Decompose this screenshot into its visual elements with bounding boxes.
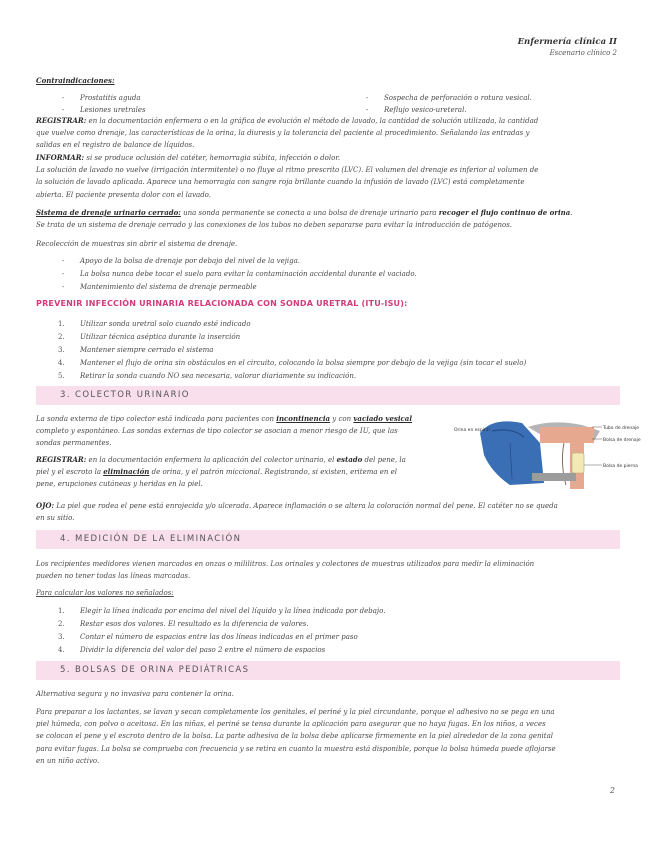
text-line: Recolección de muestras sin abrir el sistema de drenaje. bbox=[36, 240, 238, 248]
text-line: abierta. El paciente presenta dolor con el lavado. bbox=[36, 190, 211, 199]
text-line: en la documentación enfermera o en la gráfica de evolución el método de lavado, la cantidad de solución utilizada, la cantidad bbox=[86, 117, 539, 125]
contraindicaciones-heading: Contraindicaciones: bbox=[36, 76, 115, 85]
bullet-dash: - bbox=[366, 94, 369, 102]
sistema-strong: recoger el flujo continuo de orina bbox=[438, 208, 571, 217]
prevenir-heading: PREVENIR INFECCIÓN URINARIA RELACIONADA CON SONDA URETRAL (ITU-ISU): bbox=[36, 299, 408, 308]
colector-paragraph bbox=[36, 413, 454, 450]
list-number: 2. bbox=[58, 620, 65, 628]
text-line: de orina, y el patrón miccional. Registrando, si existen, eritema en el bbox=[149, 468, 398, 477]
section-3-band bbox=[36, 386, 620, 405]
text-line: si se produce oclusión del catéter, hemorragia súbita, infección o dolor. bbox=[84, 154, 341, 162]
list-number: 3. bbox=[58, 633, 65, 641]
contraindicacion-item: Prostatitis aguda bbox=[80, 94, 141, 102]
medicion-subheading: Para calcular los valores no señalados: bbox=[36, 589, 174, 597]
medicion-item: Restar esos dos valores. El resultado es la diferencia de valores. bbox=[80, 620, 309, 628]
text-line: La sonda externa de tipo colector está indicada para pacientes con bbox=[36, 415, 277, 423]
section-4-heading: 4. MEDICIÓN DE LA ELIMINACIÓN bbox=[60, 534, 242, 544]
text-line: la solución de lavado aplicada. Aparece una hemorragia con sangre roja brillante cuando la infusión de lavado (LVC) está completamente bbox=[36, 178, 525, 187]
ojo-label: OJO: bbox=[36, 501, 55, 510]
text-line: en un niño activo. bbox=[36, 756, 100, 765]
bullet-dash: - bbox=[62, 257, 65, 265]
page-number: 2 bbox=[609, 786, 615, 795]
bullet-dash: - bbox=[62, 106, 65, 114]
header-title: Enfermería clínica II bbox=[517, 37, 617, 47]
page-header bbox=[518, 37, 617, 57]
sistema-paragraph bbox=[36, 207, 626, 231]
text-line: La solución de lavado no vuelve (irrigación intermitente) o no fluye al ritmo prescrito (LVC). El volumen del drenaje es inferior al volumen de bbox=[36, 166, 539, 175]
text-line: una sonda permanente se conecta a una bolsa de drenaje urinario para bbox=[180, 209, 439, 217]
text-line: se colocan el pene y el escroto dentro de la bolsa. La parte adhesiva de la bolsa debe aplicarse firmemente en la piel alrededor de la zona genital bbox=[36, 732, 554, 741]
bullet-dash: - bbox=[62, 283, 65, 291]
prevenir-item: Utilizar técnica aséptica durante la inserción bbox=[80, 333, 241, 341]
prevenir-item: Mantener siempre cerrado el sistema bbox=[80, 346, 214, 354]
registrar-paragraph bbox=[36, 115, 620, 152]
medicion-item: Elegir la línea indicada por encima del nivel del líquido y la línea indicada por debajo. bbox=[80, 607, 386, 615]
text-line: salidas en el registro de balance de líquidos. bbox=[36, 141, 195, 150]
emphasis: vaciado vesical bbox=[353, 414, 412, 423]
text-line: Alternativa segura y no invasiva para contener la orina. bbox=[36, 690, 234, 698]
leg-bag-shape bbox=[572, 453, 584, 473]
contraindicacion-item: Lesiones uretrales bbox=[80, 106, 146, 114]
colector-registrar bbox=[36, 454, 454, 491]
text-line: pueden no tener todas las líneas marcadas. bbox=[36, 572, 191, 581]
illu-label-left: Orina en espiral bbox=[454, 428, 490, 433]
section-5-band bbox=[36, 661, 620, 680]
emphasis: eliminación bbox=[103, 467, 150, 477]
list-number: 5. bbox=[58, 372, 65, 380]
text-line: que vuelve como drenaje, las características de la orina, la diuresis y la tolerancia del paciente al procedimiento. Señalando las entradas y bbox=[36, 129, 530, 138]
text-line: . bbox=[570, 209, 573, 217]
list-number: 1. bbox=[58, 607, 65, 615]
sistema-label: Sistema de drenaje urinario cerrado: bbox=[36, 208, 181, 217]
medicion-item: Dividir la diferencia del valor del paso 2 entre el número de espacios bbox=[80, 646, 326, 654]
emphasis: incontinencia bbox=[276, 414, 331, 423]
thigh-shape bbox=[540, 427, 594, 443]
prevenir-item: Retirar la sonda cuando NO sea necesaria, valorar diariamente su indicación. bbox=[80, 372, 357, 380]
registrar-label: REGISTRAR: bbox=[36, 455, 87, 464]
section-4-band bbox=[36, 530, 620, 549]
urinary-collector-illustration bbox=[452, 413, 650, 493]
text-line: y con bbox=[330, 415, 354, 423]
section-3-heading: 3. COLECTOR URINARIO bbox=[60, 390, 190, 400]
text-line: Los recipientes medidores vienen marcados en onzas o mililitros. Los orinales y colectores de muestras utilizados para medir la eliminación bbox=[36, 560, 535, 568]
prevenir-item: Mantener el flujo de orina sin obstáculos en el circuito, colocando la bolsa siempre por debajo de la vejiga (sin tocar el suelo) bbox=[80, 359, 527, 367]
medicion-paragraph bbox=[36, 558, 626, 582]
list-number: 1. bbox=[58, 320, 65, 328]
list-number: 4. bbox=[58, 646, 65, 654]
emphasis: estado bbox=[336, 455, 363, 464]
text-line: del pene, la bbox=[362, 456, 406, 464]
text-line: para evitar fugas. La bolsa se comprueba con frecuencia y se retira en cuanto la muestra está disponible, porque la bolsa húmeda puede aflojarse bbox=[36, 744, 556, 753]
bolsas-paragraph bbox=[36, 706, 626, 767]
sistema-bullet: Mantenimiento del sistema de drenaje permeable bbox=[80, 283, 257, 291]
informar-paragraph bbox=[36, 152, 620, 201]
sistema-bullet: La bolsa nunca debe tocar el suelo para evitar la contaminación accidental durante el vaciado. bbox=[80, 270, 417, 278]
text-line: completo y espontáneo. Las sondas externas de tipo colector se asocian a menor riesgo de IU, que las bbox=[36, 427, 398, 436]
text-line: en la documentación enfermera la aplicación del colector urinario, el bbox=[86, 456, 337, 464]
list-number: 3. bbox=[58, 346, 65, 354]
text-line: piel y el escroto la bbox=[36, 468, 104, 477]
text-line: sondas permanentes. bbox=[36, 439, 112, 448]
contraindicacion-item: Sospecha de perforación o rotura vesical. bbox=[384, 94, 532, 102]
text-line: La piel que rodea el pene está enrojecida y/o ulcerada. Aparece inflamación o se altera la coloración normal del pene. El catéter no se queda bbox=[54, 502, 558, 510]
text-line: en su sitio. bbox=[36, 514, 75, 523]
sistema-bullet: Apoyo de la bolsa de drenaje por debajo del nivel de la vejiga. bbox=[80, 257, 301, 265]
ojo-paragraph bbox=[36, 500, 626, 524]
illu-label-1: Tubo de drenaje bbox=[603, 426, 640, 431]
header-subtitle: Escenario clínico 2 bbox=[549, 49, 617, 57]
medicion-item: Contar el número de espacios entre las dos líneas indicadas en el primer paso bbox=[80, 633, 358, 641]
text-line: Se trata de un sistema de drenaje cerrado y las conexiones de los tubos no deben separarse para evitar la introducción de patógenos. bbox=[36, 221, 513, 230]
contraindicacion-item: Reflujo vesico-ureteral. bbox=[384, 106, 467, 114]
informar-label: INFORMAR: bbox=[36, 153, 85, 162]
prevenir-item: Utilizar sonda uretral solo cuando esté indicado bbox=[80, 320, 251, 328]
text-line: Para preparar a los lactantes, se lavan y secan completamente los genitales, el periné y la piel circundante, porque el adhesivo no se pega en una bbox=[36, 708, 555, 716]
registrar-label: REGISTRAR: bbox=[36, 116, 87, 125]
illu-label-2: Bolsa de drenaje bbox=[603, 438, 641, 443]
text-line: pene, erupciones cutáneas y heridas en la piel. bbox=[36, 480, 203, 489]
text-line: piel húmeda, con polvo o aceitosa. En las niñas, el periné se tensa durante la aplicación para asegurar que no haya fugas. En los niños, a veces bbox=[36, 720, 546, 729]
list-number: 2. bbox=[58, 333, 65, 341]
list-number: 4. bbox=[58, 359, 65, 367]
illu-label-3: Bolsa de pierna bbox=[603, 464, 638, 469]
section-5-heading: 5. BOLSAS DE ORINA PEDIÁTRICAS bbox=[60, 665, 250, 675]
bullet-dash: - bbox=[366, 106, 369, 114]
bullet-dash: - bbox=[62, 270, 65, 278]
bullet-dash: - bbox=[62, 94, 65, 102]
